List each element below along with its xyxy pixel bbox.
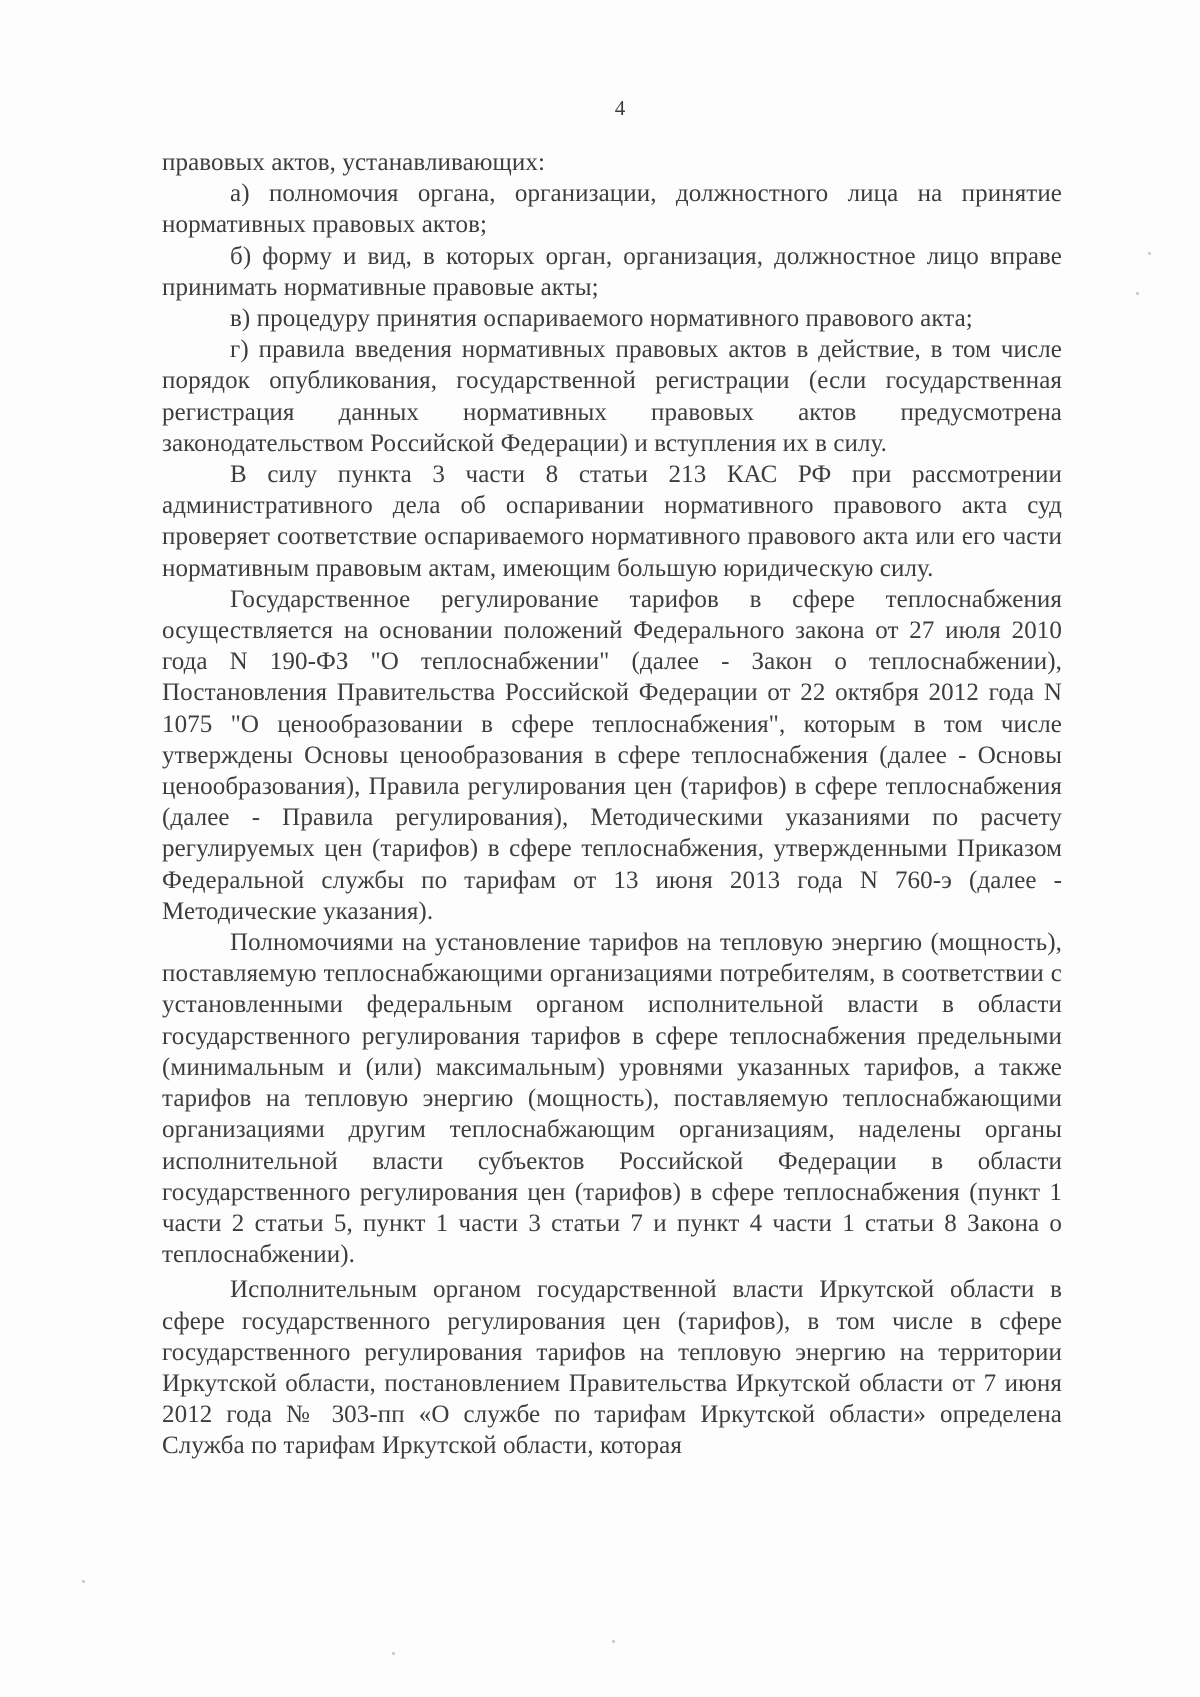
- page-number: 4: [614, 96, 626, 120]
- paragraph: б) форму и вид, в которых орган, организация, должностное лицо вправе принимать нормативные правовые акты;: [162, 242, 1062, 301]
- scan-speck: [1136, 292, 1139, 295]
- document-body: [162, 147, 1062, 1462]
- paragraph: г) правила введения нормативных правовых актов в действие, в том числе порядок опубликования, государственной регистрации (если государственная регистрация данных нормативных правовых актов предусмотрена законодательством Российской Федерации) и вступления их в силу.: [162, 336, 1062, 457]
- paragraph: а) полномочия органа, организации, должностного лица на принятие нормативных правовых актов;: [162, 180, 1062, 239]
- scan-speck: [82, 1580, 85, 1583]
- scan-speck: [612, 1640, 615, 1643]
- paragraph: Исполнительным органом государственной власти Иркутской области в сфере государственного регулирования цен (тарифов), в том числе в сфере государственного регулирования тарифов на тепловую энергию на территории Иркутской области, постановлением Правительства Иркутской области от 7 июня 2012 года № 303-пп «О службе по тарифам Иркутской области» определена Служба по тарифам Иркутской области, которая: [162, 1276, 1062, 1460]
- paragraph: правовых актов, устанавливающих:: [162, 149, 546, 176]
- scan-speck: [392, 1652, 395, 1655]
- paragraph: в) процедуру принятия оспариваемого нормативного правового акта;: [230, 305, 973, 333]
- paragraph: Государственное регулирование тарифов в сфере теплоснабжения осуществляется на основании положений Федерального закона от 27 июля 2010 года N 190-ФЗ "О теплоснабжении" (далее - Закон о теплоснабжении), Постановления Правительства Российской Федерации от 22 октября 2012 года N 1075 "О ценообразовании в сфере теплоснабжения", которым в том числе утверждены Основы ценообразования в сфере теплоснабжения (далее - Основы ценообразования), Правила регулирования цен (тарифов) в сфере теплоснабжения (далее - Правила регулирования), Методическими указаниями по расчету регулируемых цен (тарифов) в сфере теплоснабжения, утвержденными Приказом Федеральной службы по тарифам от 13 июня 2013 года N 760-э (далее - Методические указания).: [162, 585, 1062, 925]
- scan-speck: [1148, 252, 1151, 255]
- paragraph: Полномочиями на установление тарифов на тепловую энергию (мощность), поставляемую теплоснабжающими организациями потребителям, в соответствии с установленными федеральным органом исполнительной власти в области государственного регулирования тарифов в сфере теплоснабжения предельными (минимальным и (или) максимальным) уровнями указанных тарифов, а также тарифов на тепловую энергию (мощность), поставляемую теплоснабжающими организациями другим теплоснабжающим организациям, наделены органы исполнительной власти субъектов Российской Федерации в области государственного регулирования цен (тарифов) в сфере теплоснабжения (пункт 1 части 2 статьи 5, пункт 1 части 3 статьи 7 и пункт 4 части 1 статьи 8 Закона о теплоснабжении).: [162, 929, 1062, 1269]
- paragraph: В силу пункта 3 части 8 статьи 213 КАС РФ при рассмотрении административного дела об оспаривании нормативного правового акта суд проверяет соответствие оспариваемого нормативного правового акта или его части нормативным правовым актам, имеющим большую юридическую силу.: [162, 461, 1062, 582]
